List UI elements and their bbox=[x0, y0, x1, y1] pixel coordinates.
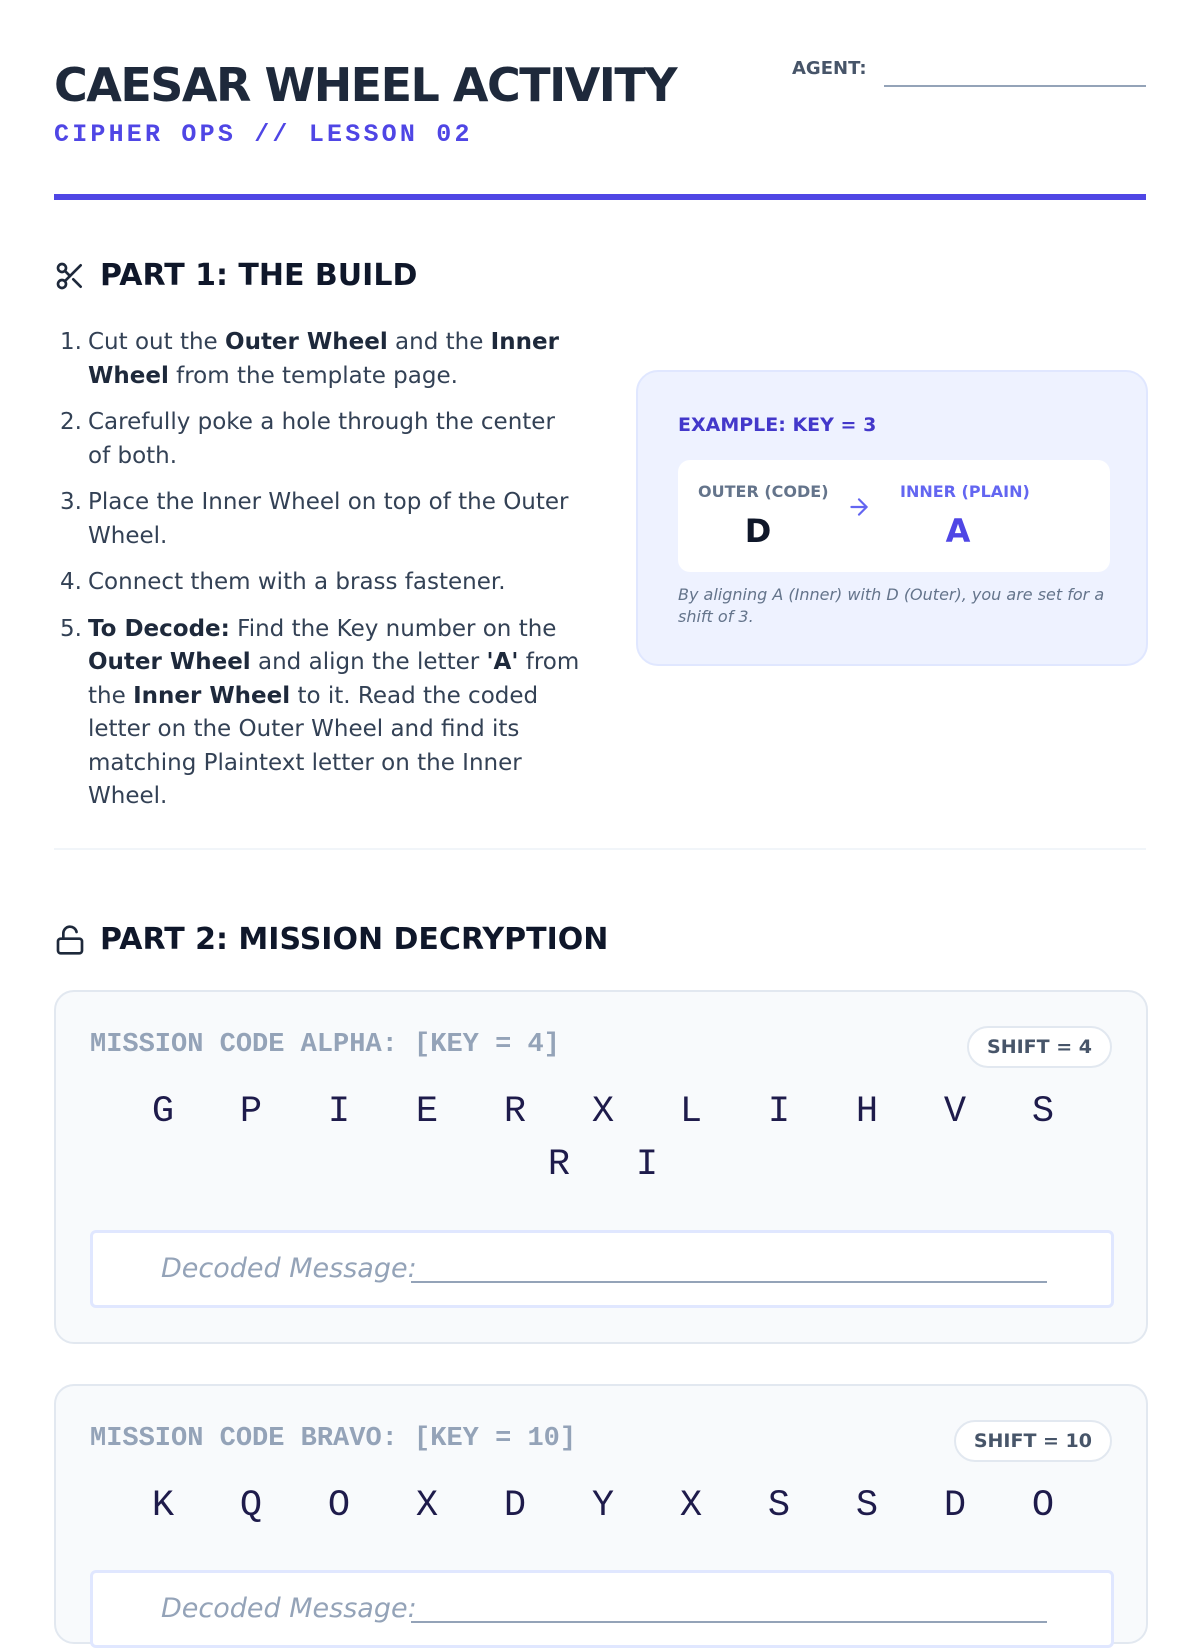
mission-label: MISSION CODE BRAVO: [KEY = 10] bbox=[90, 1424, 577, 1454]
step-text: Cut out the Outer Wheel and the Inner Wheel from the template page. bbox=[88, 329, 559, 389]
cipher-letter: G bbox=[151, 1091, 175, 1133]
shift-badge: SHIFT = 10 bbox=[954, 1420, 1112, 1462]
cipher-letter: L bbox=[679, 1091, 703, 1133]
agent-name-field[interactable] bbox=[884, 85, 1146, 87]
shift-badge: SHIFT = 4 bbox=[967, 1026, 1112, 1068]
answer-line bbox=[411, 1621, 1047, 1623]
cipher-letter: H bbox=[855, 1091, 879, 1133]
step-number: 4. bbox=[60, 569, 82, 595]
section-divider bbox=[54, 848, 1146, 850]
part1-heading bbox=[54, 258, 417, 293]
cipher-letter: X bbox=[591, 1091, 615, 1133]
cipher-letter: D bbox=[503, 1485, 527, 1527]
step-number: 2. bbox=[60, 409, 82, 435]
cipher-letter: P bbox=[239, 1091, 263, 1133]
step-text: To Decode: Find the Key number on the Outer Wheel and align the letter 'A' from the Inner Wheel to it. Read the coded letter on the Outer Wheel and find its matching Plaintext letter on the Inner Wheel. bbox=[88, 615, 580, 809]
outer-letter: D bbox=[744, 512, 772, 550]
inner-label: INNER (PLAIN) bbox=[900, 482, 1030, 501]
step-number: 3. bbox=[60, 489, 82, 515]
agent-label: AGENT: bbox=[792, 58, 867, 79]
mission-label: MISSION CODE ALPHA: [KEY = 4] bbox=[90, 1030, 560, 1060]
list-item bbox=[60, 486, 580, 553]
mission-card-alpha bbox=[54, 990, 1148, 1344]
header-rule bbox=[54, 194, 1146, 200]
cipher-letter: Q bbox=[239, 1485, 263, 1527]
step-text: Place the Inner Wheel on top of the Outer Wheel. bbox=[88, 489, 569, 549]
example-caption: By aligning A (Inner) with D (Outer), you are set for a shift of 3. bbox=[678, 585, 1105, 626]
cipher-letter: I bbox=[327, 1091, 351, 1133]
example-card bbox=[636, 370, 1148, 666]
cipher-letter: I bbox=[635, 1144, 659, 1186]
decoded-message-field[interactable] bbox=[90, 1230, 1114, 1308]
cipher-letters bbox=[90, 1480, 1116, 1533]
scissors-icon bbox=[54, 260, 86, 292]
page-subtitle: CIPHER OPS // LESSON 02 bbox=[54, 120, 473, 149]
cipher-letter: E bbox=[415, 1091, 439, 1133]
cipher-letter: V bbox=[943, 1091, 967, 1133]
decoded-message-label: Decoded Message: bbox=[161, 1253, 417, 1284]
part2-heading-text: PART 2: MISSION DECRYPTION bbox=[100, 922, 609, 957]
part2-heading bbox=[54, 922, 608, 957]
arrow-right-icon bbox=[846, 494, 872, 520]
cipher-letter: X bbox=[415, 1485, 439, 1527]
step-text: Connect them with a brass fastener. bbox=[88, 569, 506, 595]
step-text: Carefully poke a hole through the center of both. bbox=[88, 409, 555, 469]
decoded-message-field[interactable] bbox=[90, 1570, 1114, 1648]
part1-heading-text: PART 1: THE BUILD bbox=[100, 258, 418, 293]
step-number: 1. bbox=[60, 329, 82, 355]
cipher-letter: R bbox=[547, 1144, 571, 1186]
mission-card-bravo bbox=[54, 1384, 1148, 1644]
cipher-letter: X bbox=[679, 1485, 703, 1527]
step-number: 5. bbox=[60, 615, 82, 642]
cipher-letter: S bbox=[1031, 1091, 1055, 1133]
unlock-icon bbox=[54, 924, 86, 956]
list-item bbox=[60, 326, 580, 393]
build-steps-list bbox=[60, 326, 580, 827]
example-title: EXAMPLE: KEY = 3 bbox=[678, 414, 877, 436]
cipher-letter: O bbox=[1031, 1485, 1055, 1527]
inner-letter: A bbox=[945, 512, 971, 550]
cipher-letter: Y bbox=[591, 1485, 615, 1527]
decoded-message-label: Decoded Message: bbox=[161, 1593, 417, 1624]
cipher-letter: K bbox=[151, 1485, 175, 1527]
cipher-letter: I bbox=[767, 1091, 791, 1133]
list-item bbox=[60, 406, 580, 473]
cipher-letter: O bbox=[327, 1485, 351, 1527]
answer-line bbox=[411, 1281, 1047, 1283]
list-item bbox=[60, 566, 580, 600]
cipher-letter: S bbox=[855, 1485, 879, 1527]
cipher-letter: D bbox=[943, 1485, 967, 1527]
outer-label: OUTER (CODE) bbox=[698, 482, 829, 501]
cipher-letter: R bbox=[503, 1091, 527, 1133]
example-mapping bbox=[678, 460, 1110, 572]
list-item bbox=[60, 613, 580, 814]
page-title: CAESAR WHEEL ACTIVITY bbox=[54, 58, 677, 112]
cipher-letter: S bbox=[767, 1485, 791, 1527]
cipher-letters bbox=[90, 1086, 1116, 1192]
page-header bbox=[54, 58, 1146, 208]
